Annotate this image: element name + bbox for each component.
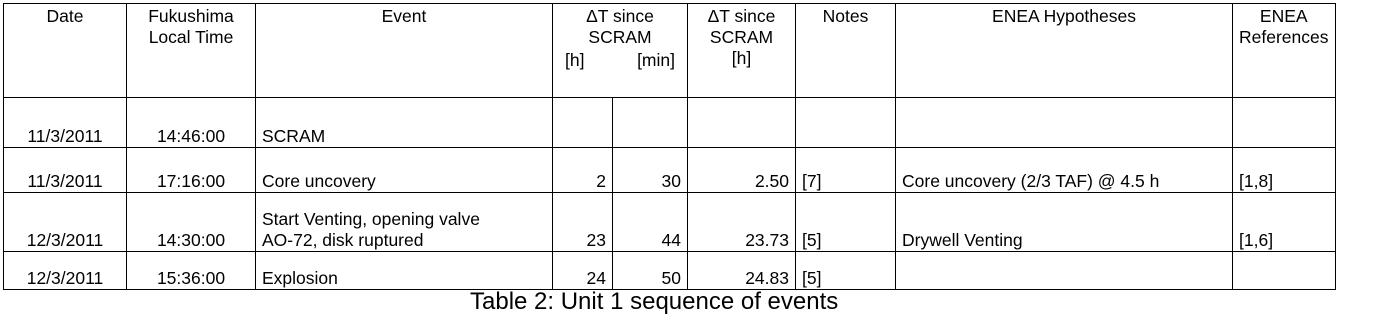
cell-hypothesis: Core uncovery (2/3 TAF) @ 4.5 h <box>896 148 1233 193</box>
header-local-time: Fukushima Local Time <box>127 4 256 98</box>
cell-time: 14:30:00 <box>127 193 256 252</box>
cell-date: 11/3/2011 <box>4 148 127 193</box>
cell-minutes: 50 <box>613 252 688 290</box>
cell-minutes: 44 <box>613 193 688 252</box>
header-delta-t-h-min: ΔT since SCRAM [h] [min] <box>553 4 688 98</box>
header-row <box>4 4 1336 98</box>
cell-event: Start Venting, opening valve AO-72, disk ruptured <box>256 193 553 252</box>
cell-references <box>1233 252 1336 290</box>
cell-notes: [5] <box>796 252 896 290</box>
cell-notes <box>796 98 896 148</box>
table-row <box>4 98 1336 148</box>
cell-hours: 24 <box>553 252 613 290</box>
cell-delta-hours: 23.73 <box>688 193 796 252</box>
header-date: Date <box>4 4 127 98</box>
unit-h: [h] <box>565 50 585 70</box>
cell-date: 12/3/2011 <box>4 252 127 290</box>
cell-references: [1,8] <box>1233 148 1336 193</box>
cell-references: [1,6] <box>1233 193 1336 252</box>
cell-time: 17:16:00 <box>127 148 256 193</box>
cell-hypothesis: Drywell Venting <box>896 193 1233 252</box>
cell-delta-hours <box>688 98 796 148</box>
header-hypotheses: ENEA Hypotheses <box>896 4 1233 98</box>
cell-delta-hours: 24.83 <box>688 252 796 290</box>
unit-min: [min] <box>637 50 675 70</box>
cell-time: 15:36:00 <box>127 252 256 290</box>
header-delta-t-hours: ΔT since SCRAM [h] <box>688 4 796 98</box>
cell-date: 12/3/2011 <box>4 193 127 252</box>
cell-hours <box>553 98 613 148</box>
cell-event: Core uncovery <box>256 148 553 193</box>
table-caption: Table 2: Unit 1 sequence of events <box>470 288 839 315</box>
table-row <box>4 148 1336 193</box>
cell-minutes: 30 <box>613 148 688 193</box>
cell-hours: 2 <box>553 148 613 193</box>
cell-time: 14:46:00 <box>127 98 256 148</box>
cell-notes: [7] <box>796 148 896 193</box>
table-row <box>4 193 1336 252</box>
cell-notes: [5] <box>796 193 896 252</box>
cell-hours: 23 <box>553 193 613 252</box>
header-event: Event <box>256 4 553 98</box>
cell-delta-hours: 2.50 <box>688 148 796 193</box>
cell-hypothesis <box>896 252 1233 290</box>
cell-references <box>1233 98 1336 148</box>
header-notes: Notes <box>796 4 896 98</box>
header-references: ENEA References <box>1233 4 1336 98</box>
cell-minutes <box>613 98 688 148</box>
event-sequence-table <box>3 3 1336 290</box>
cell-date: 11/3/2011 <box>4 98 127 148</box>
cell-hypothesis <box>896 98 1233 148</box>
cell-event: Explosion <box>256 252 553 290</box>
cell-event: SCRAM <box>256 98 553 148</box>
table-row <box>4 252 1336 290</box>
